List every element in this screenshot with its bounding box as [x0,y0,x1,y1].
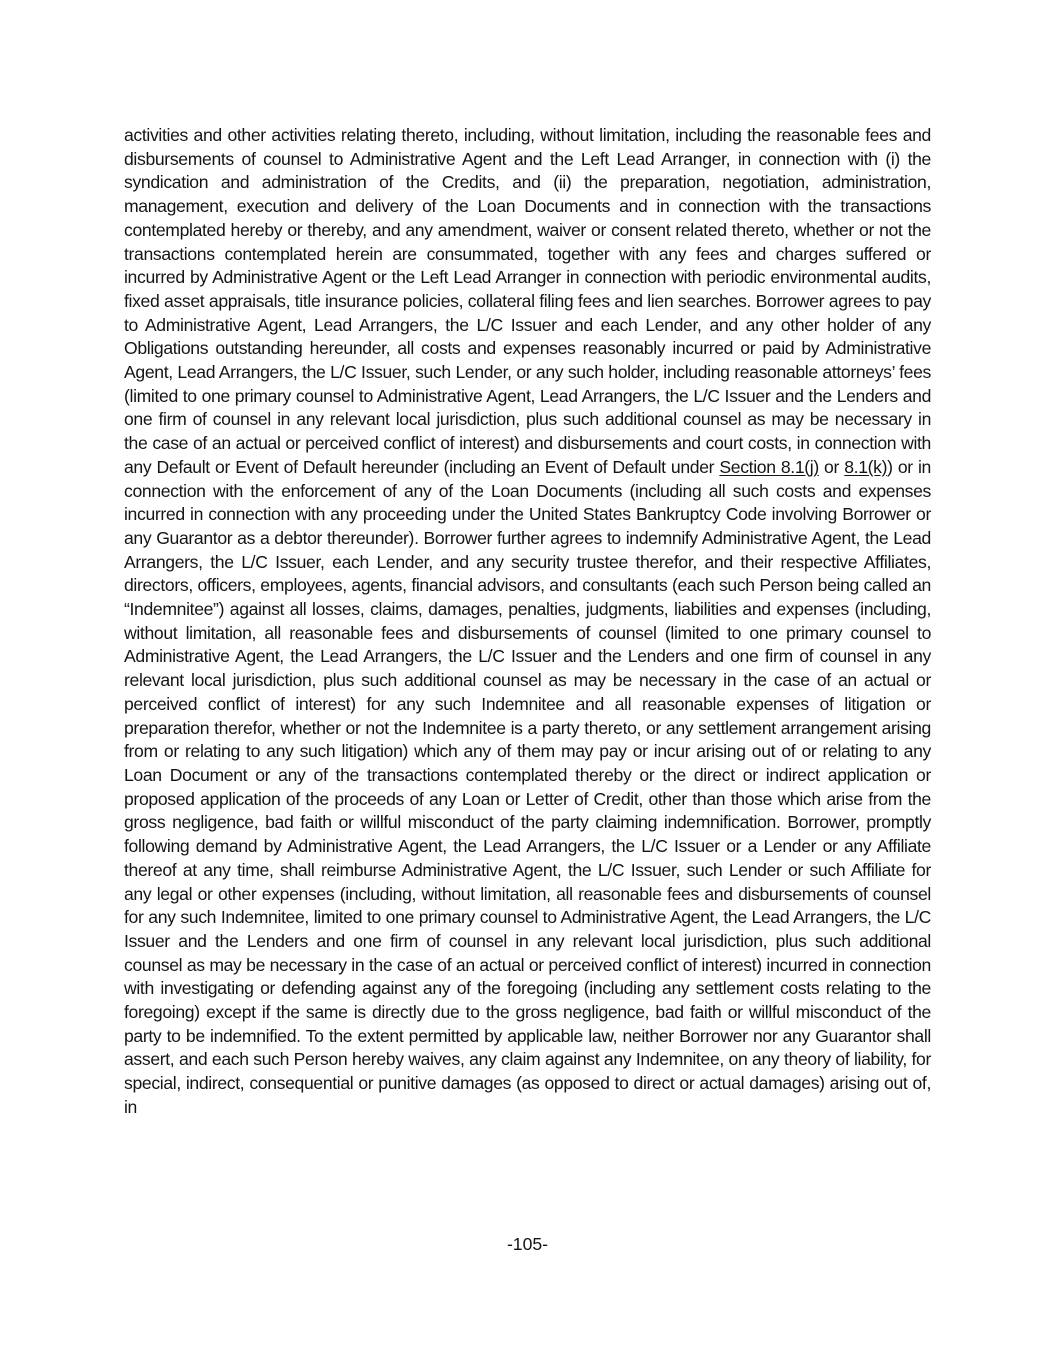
paragraph-text-part-1: activities and other activities relating thereto, including, without limitation, including the reasonable fees and disbursements of counsel to Administrative Agent and the Left Lead Arranger, in connection with (i) the syndication and administration of the Credits, and (ii) the preparation, negotiation, administration, management, execution and delivery of the Loan Documents and in connection with the transactions contemplated hereby or thereby, and any amendment, waiver or consent related thereto, whether or not the transactions contemplated herein are consummated, together with any fees and charges suffered or incurred by Administrative Agent or the Left Lead Arranger in connection with periodic environmental audits, fixed asset appraisals, title insurance policies, collateral filing fees and lien searches. Borrower agrees to pay to Administrative Agent, Lead Arrangers, the L/C Issuer and each Lender, and any other holder of any Obligations outstanding hereunder, all costs and expenses reasonably incurred or paid by Administrative Agent, Lead Arrangers, the L/C Issuer, such Lender, or any such holder, including reasonable attorneys’ fees (limited to one primary counsel to Administrative Agent, Lead Arrangers, the L/C Issuer and the Lenders and one firm of counsel in any relevant local jurisdiction, plus such additional counsel as may be necessary in the case of an actual or perceived conflict of interest) and disbursements and court costs, in connection with any Default or Event of Default hereunder (including an Event of Default under [124,125,931,477]
paragraph-text-connector: or [818,456,845,477]
paragraph-text-part-2: ) or in connection with the enforcement of any of the Loan Documents (including all such costs and expenses incurred in connection with any proceeding under the United States Bankruptcy Code involving Borrower or any Guarantor as a debtor thereunder). Borrower further agrees to indemnify Administrative Agent, the Lead Arrangers, the L/C Issuer, each Lender, and any security trustee therefor, and their respective Affiliates, directors, officers, employees, agents, financial advisors, and consultants (each such Person being called an “Indemnitee”) against all losses, claims, damages, penalties, judgments, liabilities and expenses (including, without limitation, all reasonable fees and disbursements of counsel (limited to one primary counsel to Administrative Agent, the Lead Arrangers, the L/C Issuer and the Lenders and one firm of counsel in any relevant local jurisdiction, plus such additional counsel as may be necessary in the case of an actual or perceived conflict of interest) for any such Indemnitee and all reasonable expenses of litigation or preparation therefor, whether or not the Indemnitee is a party thereto, or any settlement arrangement arising from or relating to any such litigation) which any of them may pay or incur arising out of or relating to any Loan Document or any of the transactions contemplated thereby or the direct or indirect application or proposed application of the proceeds of any Loan or Letter of Credit, other than those which arise from the gross negligence, bad faith or willful misconduct of the party claiming indemnification. Borrower, promptly following demand by Administrative Agent, the Lead Arrangers, the L/C Issuer or a Lender or any Affiliate thereof at any time, shall reimburse Administrative Agent, the L/C Issuer, such Lender or such Affiliate for any legal or other expenses (including, without limitation, all reasonable fees and disbursements of counsel for any such Indemnitee, limited to one primary counsel to Administrative Agent, the Lead Arrangers, the L/C Issuer and the Lenders and one firm of counsel in any relevant local jurisdiction, plus such additional counsel as may be necessary in the case of an actual or perceived conflict of interest) incurred in connection with investigating or defending against any of the foregoing (including any settlement costs relating to the foregoing) except if the same is directly due to the gross negligence, bad faith or willful misconduct of the party to be indemnified. To the extent permitted by applicable law, neither Borrower nor any Guarantor shall assert, and each such Person hereby waives, any claim against any Indemnitee, on any theory of liability, for special, indirect, consequential or punitive damages (as opposed to direct or actual damages) arising out of, in [124,456,931,1117]
page-number: -105- [506,1234,549,1254]
body-paragraph [124,124,931,1120]
section-reference-8-1-j: Section 8.1(j) [719,456,819,477]
section-reference-8-1-k: 8.1(k) [844,456,888,477]
